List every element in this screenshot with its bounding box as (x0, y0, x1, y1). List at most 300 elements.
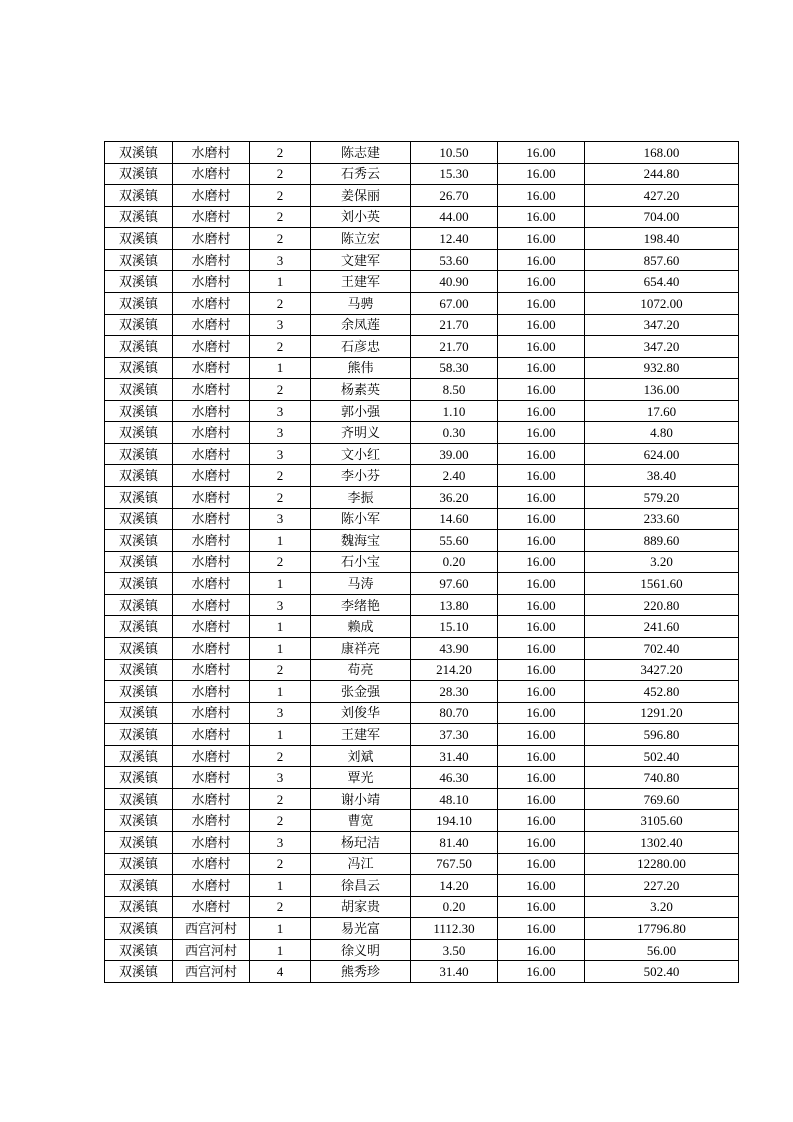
cell-town: 双溪镇 (105, 271, 173, 293)
cell-town: 双溪镇 (105, 616, 173, 638)
cell-unit-price: 16.00 (498, 206, 585, 228)
cell-group-number: 3 (250, 594, 311, 616)
cell-quantity: 767.50 (411, 853, 498, 875)
cell-unit-price: 16.00 (498, 551, 585, 573)
cell-amount: 233.60 (585, 508, 739, 530)
cell-person-name: 魏海宝 (311, 530, 411, 552)
cell-person-name: 姜保丽 (311, 185, 411, 207)
cell-town: 双溪镇 (105, 637, 173, 659)
table-row (105, 637, 739, 659)
cell-village: 水磨村 (173, 767, 250, 789)
table-row (105, 918, 739, 940)
table-row (105, 724, 739, 746)
table-row (105, 788, 739, 810)
cell-unit-price: 16.00 (498, 681, 585, 703)
cell-village: 水磨村 (173, 681, 250, 703)
cell-village: 水磨村 (173, 487, 250, 509)
cell-quantity: 0.30 (411, 422, 498, 444)
cell-village: 水磨村 (173, 896, 250, 918)
cell-amount: 347.20 (585, 314, 739, 336)
cell-unit-price: 16.00 (498, 767, 585, 789)
cell-town: 双溪镇 (105, 551, 173, 573)
cell-quantity: 12.40 (411, 228, 498, 250)
cell-unit-price: 16.00 (498, 400, 585, 422)
cell-quantity: 15.30 (411, 163, 498, 185)
cell-unit-price: 16.00 (498, 465, 585, 487)
cell-unit-price: 16.00 (498, 271, 585, 293)
cell-amount: 1072.00 (585, 292, 739, 314)
cell-quantity: 97.60 (411, 573, 498, 595)
cell-amount: 932.80 (585, 357, 739, 379)
cell-unit-price: 16.00 (498, 788, 585, 810)
cell-village: 水磨村 (173, 702, 250, 724)
table-row (105, 896, 739, 918)
cell-unit-price: 16.00 (498, 724, 585, 746)
cell-amount: 654.40 (585, 271, 739, 293)
cell-group-number: 3 (250, 832, 311, 854)
cell-amount: 136.00 (585, 379, 739, 401)
table-row (105, 745, 739, 767)
table-row (105, 767, 739, 789)
cell-village: 水磨村 (173, 249, 250, 271)
cell-unit-price: 16.00 (498, 659, 585, 681)
cell-village: 水磨村 (173, 573, 250, 595)
cell-town: 双溪镇 (105, 206, 173, 228)
cell-town: 双溪镇 (105, 530, 173, 552)
cell-town: 双溪镇 (105, 422, 173, 444)
cell-amount: 198.40 (585, 228, 739, 250)
cell-town: 双溪镇 (105, 659, 173, 681)
cell-quantity: 2.40 (411, 465, 498, 487)
cell-village: 水磨村 (173, 637, 250, 659)
cell-quantity: 0.20 (411, 551, 498, 573)
cell-town: 双溪镇 (105, 939, 173, 961)
cell-unit-price: 16.00 (498, 961, 585, 983)
cell-village: 水磨村 (173, 292, 250, 314)
cell-group-number: 1 (250, 681, 311, 703)
cell-village: 水磨村 (173, 551, 250, 573)
cell-quantity: 14.20 (411, 875, 498, 897)
cell-quantity: 3.50 (411, 939, 498, 961)
cell-village: 水磨村 (173, 724, 250, 746)
cell-amount: 347.20 (585, 336, 739, 358)
cell-person-name: 马骋 (311, 292, 411, 314)
cell-group-number: 3 (250, 422, 311, 444)
cell-unit-price: 16.00 (498, 163, 585, 185)
cell-town: 双溪镇 (105, 681, 173, 703)
table-row (105, 939, 739, 961)
cell-village: 水磨村 (173, 271, 250, 293)
cell-town: 双溪镇 (105, 465, 173, 487)
cell-amount: 1561.60 (585, 573, 739, 595)
cell-town: 双溪镇 (105, 292, 173, 314)
cell-person-name: 陈小军 (311, 508, 411, 530)
cell-quantity: 8.50 (411, 379, 498, 401)
table-row (105, 551, 739, 573)
cell-unit-price: 16.00 (498, 422, 585, 444)
cell-group-number: 3 (250, 508, 311, 530)
cell-town: 双溪镇 (105, 228, 173, 250)
table-row (105, 508, 739, 530)
table-row (105, 336, 739, 358)
cell-amount: 889.60 (585, 530, 739, 552)
payment-table (104, 141, 739, 983)
cell-unit-price: 16.00 (498, 314, 585, 336)
cell-unit-price: 16.00 (498, 875, 585, 897)
cell-group-number: 2 (250, 896, 311, 918)
cell-unit-price: 16.00 (498, 745, 585, 767)
cell-person-name: 文建军 (311, 249, 411, 271)
cell-group-number: 1 (250, 637, 311, 659)
cell-unit-price: 16.00 (498, 637, 585, 659)
cell-amount: 624.00 (585, 443, 739, 465)
cell-person-name: 石彦忠 (311, 336, 411, 358)
cell-amount: 502.40 (585, 745, 739, 767)
cell-person-name: 冯江 (311, 853, 411, 875)
cell-person-name: 胡家贵 (311, 896, 411, 918)
cell-unit-price: 16.00 (498, 379, 585, 401)
cell-amount: 38.40 (585, 465, 739, 487)
table-row (105, 357, 739, 379)
cell-quantity: 14.60 (411, 508, 498, 530)
cell-person-name: 石秀云 (311, 163, 411, 185)
cell-group-number: 2 (250, 659, 311, 681)
cell-group-number: 2 (250, 379, 311, 401)
cell-unit-price: 16.00 (498, 228, 585, 250)
cell-unit-price: 16.00 (498, 292, 585, 314)
cell-unit-price: 16.00 (498, 336, 585, 358)
cell-town: 双溪镇 (105, 767, 173, 789)
cell-group-number: 1 (250, 357, 311, 379)
cell-village: 水磨村 (173, 379, 250, 401)
cell-amount: 3.20 (585, 896, 739, 918)
cell-amount: 17.60 (585, 400, 739, 422)
cell-town: 双溪镇 (105, 724, 173, 746)
table-row (105, 422, 739, 444)
cell-town: 双溪镇 (105, 314, 173, 336)
cell-amount: 704.00 (585, 206, 739, 228)
cell-group-number: 2 (250, 745, 311, 767)
cell-person-name: 马涛 (311, 573, 411, 595)
cell-person-name: 陈立宏 (311, 228, 411, 250)
table-row (105, 487, 739, 509)
cell-village: 水磨村 (173, 206, 250, 228)
cell-person-name: 石小宝 (311, 551, 411, 573)
cell-person-name: 文小红 (311, 443, 411, 465)
cell-group-number: 1 (250, 918, 311, 940)
cell-unit-price: 16.00 (498, 918, 585, 940)
cell-group-number: 2 (250, 853, 311, 875)
cell-amount: 168.00 (585, 142, 739, 164)
cell-unit-price: 16.00 (498, 896, 585, 918)
cell-town: 双溪镇 (105, 573, 173, 595)
cell-amount: 12280.00 (585, 853, 739, 875)
cell-person-name: 徐义明 (311, 939, 411, 961)
cell-unit-price: 16.00 (498, 487, 585, 509)
cell-village: 水磨村 (173, 530, 250, 552)
cell-group-number: 3 (250, 702, 311, 724)
cell-village: 水磨村 (173, 788, 250, 810)
cell-village: 水磨村 (173, 314, 250, 336)
cell-quantity: 1.10 (411, 400, 498, 422)
cell-person-name: 曹宽 (311, 810, 411, 832)
cell-unit-price: 16.00 (498, 530, 585, 552)
cell-amount: 1291.20 (585, 702, 739, 724)
cell-village: 西宫河村 (173, 918, 250, 940)
cell-town: 双溪镇 (105, 745, 173, 767)
table-row (105, 228, 739, 250)
cell-person-name: 王建军 (311, 724, 411, 746)
cell-amount: 702.40 (585, 637, 739, 659)
cell-person-name: 赖成 (311, 616, 411, 638)
cell-amount: 740.80 (585, 767, 739, 789)
cell-person-name: 李振 (311, 487, 411, 509)
cell-person-name: 刘斌 (311, 745, 411, 767)
cell-village: 水磨村 (173, 616, 250, 638)
cell-unit-price: 16.00 (498, 573, 585, 595)
table-row (105, 379, 739, 401)
cell-group-number: 2 (250, 551, 311, 573)
cell-group-number: 2 (250, 465, 311, 487)
table-row (105, 853, 739, 875)
cell-village: 水磨村 (173, 594, 250, 616)
cell-quantity: 28.30 (411, 681, 498, 703)
cell-person-name: 康祥亮 (311, 637, 411, 659)
cell-village: 水磨村 (173, 228, 250, 250)
cell-amount: 227.20 (585, 875, 739, 897)
table-row (105, 443, 739, 465)
cell-town: 双溪镇 (105, 702, 173, 724)
cell-unit-price: 16.00 (498, 853, 585, 875)
cell-unit-price: 16.00 (498, 810, 585, 832)
cell-quantity: 15.10 (411, 616, 498, 638)
cell-person-name: 苟亮 (311, 659, 411, 681)
cell-group-number: 2 (250, 788, 311, 810)
cell-amount: 596.80 (585, 724, 739, 746)
cell-town: 双溪镇 (105, 853, 173, 875)
cell-town: 双溪镇 (105, 443, 173, 465)
cell-quantity: 40.90 (411, 271, 498, 293)
cell-amount: 3.20 (585, 551, 739, 573)
cell-group-number: 2 (250, 163, 311, 185)
cell-unit-price: 16.00 (498, 832, 585, 854)
cell-person-name: 李绪艳 (311, 594, 411, 616)
cell-person-name: 郭小强 (311, 400, 411, 422)
cell-quantity: 0.20 (411, 896, 498, 918)
cell-unit-price: 16.00 (498, 357, 585, 379)
table-row (105, 530, 739, 552)
cell-group-number: 2 (250, 292, 311, 314)
cell-group-number: 3 (250, 767, 311, 789)
cell-group-number: 3 (250, 249, 311, 271)
table-row (105, 271, 739, 293)
cell-amount: 56.00 (585, 939, 739, 961)
cell-person-name: 熊秀珍 (311, 961, 411, 983)
cell-quantity: 26.70 (411, 185, 498, 207)
cell-quantity: 21.70 (411, 336, 498, 358)
cell-person-name: 刘小英 (311, 206, 411, 228)
cell-person-name: 张金强 (311, 681, 411, 703)
cell-village: 水磨村 (173, 875, 250, 897)
cell-person-name: 陈志建 (311, 142, 411, 164)
table-row (105, 249, 739, 271)
cell-town: 双溪镇 (105, 185, 173, 207)
table-row (105, 292, 739, 314)
cell-village: 水磨村 (173, 508, 250, 530)
cell-amount: 1302.40 (585, 832, 739, 854)
table-row (105, 875, 739, 897)
cell-village: 水磨村 (173, 142, 250, 164)
cell-town: 双溪镇 (105, 832, 173, 854)
table-row (105, 961, 739, 983)
cell-village: 水磨村 (173, 422, 250, 444)
cell-village: 水磨村 (173, 163, 250, 185)
cell-amount: 241.60 (585, 616, 739, 638)
cell-town: 双溪镇 (105, 875, 173, 897)
cell-group-number: 2 (250, 336, 311, 358)
cell-village: 水磨村 (173, 659, 250, 681)
cell-quantity: 67.00 (411, 292, 498, 314)
cell-unit-price: 16.00 (498, 508, 585, 530)
table-row (105, 163, 739, 185)
cell-group-number: 1 (250, 271, 311, 293)
cell-quantity: 58.30 (411, 357, 498, 379)
cell-group-number: 2 (250, 206, 311, 228)
cell-village: 水磨村 (173, 745, 250, 767)
cell-group-number: 1 (250, 939, 311, 961)
cell-group-number: 1 (250, 530, 311, 552)
cell-village: 西宫河村 (173, 961, 250, 983)
cell-town: 双溪镇 (105, 379, 173, 401)
cell-amount: 4.80 (585, 422, 739, 444)
cell-person-name: 杨玘洁 (311, 832, 411, 854)
cell-unit-price: 16.00 (498, 939, 585, 961)
cell-quantity: 48.10 (411, 788, 498, 810)
cell-amount: 3427.20 (585, 659, 739, 681)
cell-quantity: 81.40 (411, 832, 498, 854)
cell-unit-price: 16.00 (498, 594, 585, 616)
cell-quantity: 55.60 (411, 530, 498, 552)
cell-person-name: 谢小靖 (311, 788, 411, 810)
cell-group-number: 1 (250, 573, 311, 595)
cell-amount: 17796.80 (585, 918, 739, 940)
cell-unit-price: 16.00 (498, 142, 585, 164)
cell-amount: 857.60 (585, 249, 739, 271)
cell-person-name: 王建军 (311, 271, 411, 293)
cell-group-number: 2 (250, 487, 311, 509)
cell-group-number: 1 (250, 724, 311, 746)
cell-unit-price: 16.00 (498, 185, 585, 207)
cell-town: 双溪镇 (105, 357, 173, 379)
cell-person-name: 齐明义 (311, 422, 411, 444)
cell-unit-price: 16.00 (498, 249, 585, 271)
cell-amount: 427.20 (585, 185, 739, 207)
cell-group-number: 2 (250, 228, 311, 250)
cell-town: 双溪镇 (105, 487, 173, 509)
cell-quantity: 21.70 (411, 314, 498, 336)
cell-village: 水磨村 (173, 443, 250, 465)
cell-town: 双溪镇 (105, 594, 173, 616)
table-row (105, 681, 739, 703)
cell-town: 双溪镇 (105, 788, 173, 810)
cell-quantity: 53.60 (411, 249, 498, 271)
cell-person-name: 熊伟 (311, 357, 411, 379)
cell-group-number: 4 (250, 961, 311, 983)
cell-town: 双溪镇 (105, 249, 173, 271)
cell-town: 双溪镇 (105, 896, 173, 918)
cell-town: 双溪镇 (105, 400, 173, 422)
cell-group-number: 3 (250, 443, 311, 465)
cell-quantity: 10.50 (411, 142, 498, 164)
cell-quantity: 31.40 (411, 961, 498, 983)
table-row (105, 185, 739, 207)
table-row (105, 314, 739, 336)
cell-village: 水磨村 (173, 465, 250, 487)
cell-group-number: 3 (250, 400, 311, 422)
cell-town: 双溪镇 (105, 961, 173, 983)
cell-group-number: 2 (250, 185, 311, 207)
cell-amount: 769.60 (585, 788, 739, 810)
cell-amount: 244.80 (585, 163, 739, 185)
cell-town: 双溪镇 (105, 142, 173, 164)
cell-group-number: 2 (250, 810, 311, 832)
cell-town: 双溪镇 (105, 810, 173, 832)
cell-quantity: 37.30 (411, 724, 498, 746)
cell-town: 双溪镇 (105, 918, 173, 940)
cell-town: 双溪镇 (105, 508, 173, 530)
cell-village: 西宫河村 (173, 939, 250, 961)
table-row (105, 810, 739, 832)
cell-amount: 452.80 (585, 681, 739, 703)
cell-town: 双溪镇 (105, 163, 173, 185)
cell-village: 水磨村 (173, 336, 250, 358)
table-row (105, 400, 739, 422)
cell-quantity: 214.20 (411, 659, 498, 681)
cell-quantity: 43.90 (411, 637, 498, 659)
cell-village: 水磨村 (173, 400, 250, 422)
cell-group-number: 1 (250, 616, 311, 638)
cell-village: 水磨村 (173, 810, 250, 832)
table-row (105, 573, 739, 595)
table-row (105, 206, 739, 228)
cell-unit-price: 16.00 (498, 702, 585, 724)
cell-person-name: 刘俊华 (311, 702, 411, 724)
cell-unit-price: 16.00 (498, 616, 585, 638)
cell-quantity: 80.70 (411, 702, 498, 724)
cell-amount: 579.20 (585, 487, 739, 509)
cell-village: 水磨村 (173, 853, 250, 875)
table-row (105, 702, 739, 724)
cell-amount: 220.80 (585, 594, 739, 616)
cell-quantity: 1112.30 (411, 918, 498, 940)
cell-person-name: 徐昌云 (311, 875, 411, 897)
cell-person-name: 余凤莲 (311, 314, 411, 336)
cell-person-name: 李小芬 (311, 465, 411, 487)
cell-quantity: 13.80 (411, 594, 498, 616)
cell-group-number: 2 (250, 142, 311, 164)
cell-group-number: 3 (250, 314, 311, 336)
table-row (105, 659, 739, 681)
cell-quantity: 194.10 (411, 810, 498, 832)
cell-quantity: 44.00 (411, 206, 498, 228)
cell-quantity: 31.40 (411, 745, 498, 767)
cell-quantity: 39.00 (411, 443, 498, 465)
table-row (105, 142, 739, 164)
cell-person-name: 易光富 (311, 918, 411, 940)
cell-group-number: 1 (250, 875, 311, 897)
payment-table-body (105, 142, 739, 983)
table-row (105, 832, 739, 854)
